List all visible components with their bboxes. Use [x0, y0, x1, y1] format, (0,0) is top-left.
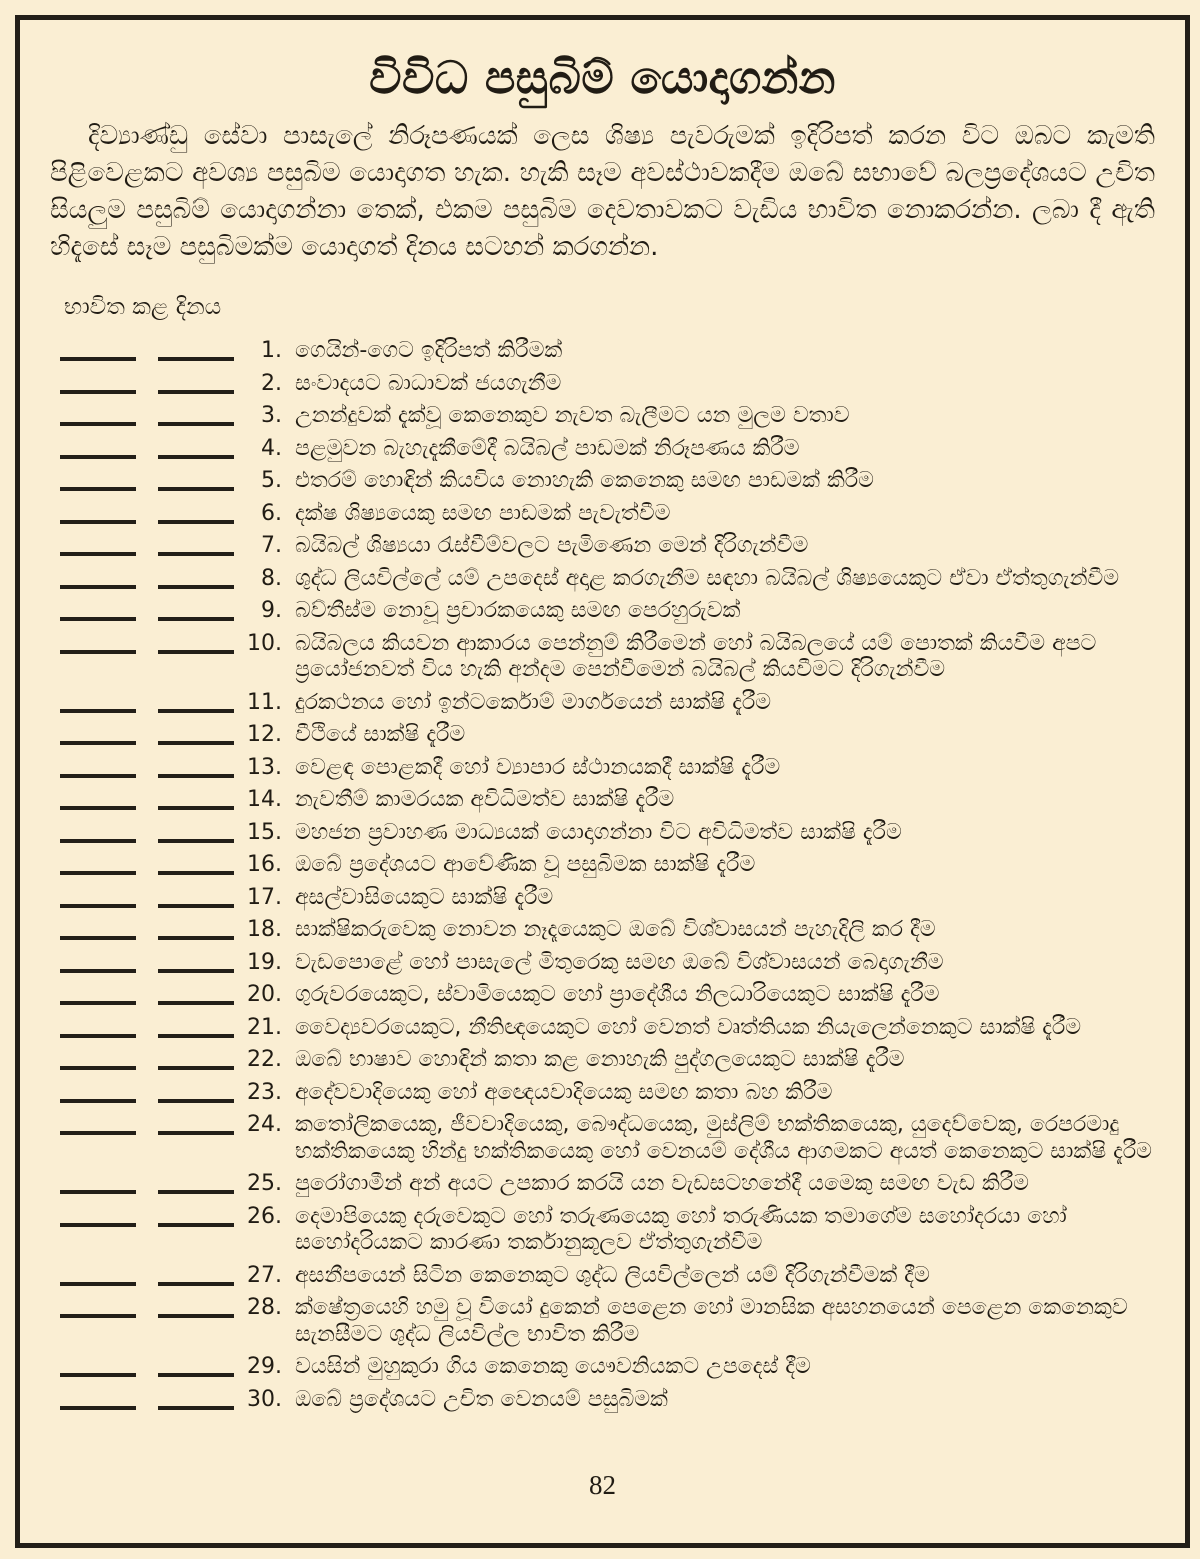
item-text: සංවාදයට බාධාවක් ජයගැනීම	[295, 370, 562, 396]
date-blank-line	[158, 1171, 234, 1194]
list-item	[20, 598, 1185, 625]
item-text: පළමුවන බැහැදැකීමේදී බයිබල් පාඩමක් නිරූපණය කිරීම	[295, 435, 800, 461]
item-number: 28.	[247, 1295, 282, 1320]
item-text: ඔබේ භාෂාව හොඳින් කතා කළ නොහැකි පුද්ගලයෙකුට සාක්ෂි දැරීම	[295, 1047, 905, 1072]
item-text: පුරෝගාමීන් අන් අයට උපකාර කරයි යන වැඩසටහනේදී යමෙකු සමඟ වැඩ කිරීම	[295, 1171, 1029, 1196]
item-text: නැවතීම් කාමරයක අවිධිමත්ව සාක්ෂි දැරීම	[295, 787, 675, 812]
date-blank-group	[60, 1354, 234, 1377]
date-blank-line	[60, 885, 136, 908]
date-blank-line	[158, 950, 234, 973]
date-blank-line	[158, 852, 234, 875]
date-blank-line	[158, 787, 234, 810]
date-blank-group	[60, 982, 234, 1005]
list-item	[20, 1047, 1185, 1074]
date-blank-line	[158, 1204, 234, 1227]
list-item	[20, 1263, 1185, 1290]
item-number: 14.	[247, 787, 282, 812]
list-item	[20, 566, 1185, 593]
item-text: එතරම් හොඳින් කියවිය නොහැකි කෙනෙකු සමඟ පාඩමක් කිරීම	[295, 468, 874, 493]
date-blank-group	[60, 690, 234, 713]
date-blank-group	[60, 468, 234, 491]
date-blank-group	[60, 1047, 234, 1070]
date-blank-line	[60, 820, 136, 843]
item-number: 24.	[247, 1112, 282, 1137]
list-item	[20, 690, 1185, 717]
date-blank-line	[158, 820, 234, 843]
list-item	[20, 755, 1185, 782]
date-blank-line	[158, 566, 234, 589]
item-number: 15.	[247, 819, 282, 845]
date-blank-line	[158, 1080, 234, 1103]
date-used-header: භාවිත කළ දිනය	[64, 294, 222, 320]
date-blank-line	[60, 403, 136, 426]
date-blank-line	[158, 533, 234, 556]
item-number: 16.	[247, 852, 282, 877]
list-item	[20, 371, 1185, 398]
date-blank-line	[158, 690, 234, 713]
date-blank-line	[60, 755, 136, 778]
item-text: දුරකථනය හෝ ඉන්ටර්කොම් මාර්ගයෙන් සාක්ෂි දැරීම	[295, 689, 772, 715]
item-text: මහජන ප්‍රවාහණ මාධ්‍යයක් යොදාගන්නා විට අවිධිමත්ව සාක්ෂි දැරීම	[295, 819, 902, 845]
item-number: 21.	[247, 1014, 282, 1040]
list-item	[20, 787, 1185, 814]
item-number: 4.	[261, 435, 282, 461]
date-blank-group	[60, 1263, 234, 1286]
date-blank-group	[60, 403, 234, 426]
item-text: වීථියේ සාක්ෂි දැරීම	[295, 722, 466, 747]
date-blank-line	[158, 885, 234, 908]
settings-list	[20, 338, 1185, 1413]
date-blank-line	[158, 403, 234, 426]
date-blank-line	[60, 690, 136, 713]
item-number: 29.	[247, 1354, 282, 1379]
item-number: 7.	[261, 533, 282, 558]
item-text: බයිබලය කියවන ආකාරය පෙන්නුම් කිරීමෙන් හෝ බයිබලයේ යම් පොතක් කියවීම අපට ප්‍රයෝජනවත් විය හැකි අන්දම පෙන්වීමෙන් බයිබල් කියවීමට දිරිගැන්වීම	[295, 630, 1097, 682]
date-blank-line	[158, 468, 234, 491]
list-item	[20, 1112, 1185, 1165]
date-blank-line	[60, 501, 136, 524]
item-number: 5.	[261, 468, 282, 493]
date-blank-line	[60, 436, 136, 459]
date-blank-group	[60, 755, 234, 778]
date-blank-group	[60, 533, 234, 556]
list-item	[20, 533, 1185, 560]
date-blank-line	[158, 501, 234, 524]
date-blank-line	[158, 1295, 234, 1318]
list-item	[20, 1387, 1185, 1414]
item-number: 1.	[261, 338, 282, 363]
list-item	[20, 436, 1185, 463]
date-blank-group	[60, 1015, 234, 1038]
date-blank-line	[60, 1171, 136, 1194]
date-blank-line	[158, 338, 234, 361]
date-blank-line	[60, 1263, 136, 1286]
date-blank-line	[60, 982, 136, 1005]
item-number: 19.	[247, 949, 282, 975]
item-text: වෛද්‍යවරයෙකුට, නීතිඥයෙකුට හෝ වෙනත් වෘත්තියක නියැලෙන්නෙකුට සාක්ෂි දැරීම	[295, 1014, 1082, 1040]
date-blank-group	[60, 371, 234, 394]
item-text: වැඩපොළේ හෝ පාසැලේ මිතුරෙකු සමඟ ඔබේ විශ්වාසයන් බෙදාගැනීම	[295, 949, 944, 975]
item-number: 20.	[247, 982, 282, 1007]
item-text: ගුරුවරයෙකුට, ස්වාමියෙකුට හෝ ප්‍රාදේශීය නිලධාරියෙකුට සාක්ෂි දැරීම	[295, 982, 940, 1007]
date-blank-line	[60, 1354, 136, 1377]
date-blank-group	[60, 338, 234, 361]
list-item	[20, 1204, 1185, 1257]
date-blank-group	[60, 1387, 234, 1410]
date-blank-line	[60, 722, 136, 745]
date-blank-group	[60, 1112, 234, 1135]
date-blank-group	[60, 1171, 234, 1194]
date-blank-group	[60, 566, 234, 589]
item-text: වයසින් මුහුකුරා ගිය කෙනෙකු යෞවනියකට උපදෙස් දීම	[295, 1354, 811, 1379]
date-blank-line	[60, 1112, 136, 1135]
date-blank-line	[60, 631, 136, 654]
date-blank-group	[60, 885, 234, 908]
item-number: 25.	[247, 1171, 282, 1196]
date-blank-group	[60, 1295, 234, 1318]
page-border	[15, 15, 1190, 1548]
date-blank-line	[60, 950, 136, 973]
date-blank-line	[60, 852, 136, 875]
item-number: 3.	[261, 403, 282, 428]
item-text: දක්ෂ ශිෂ්‍යයෙකු සමඟ පාඩමක් පැවැත්වීම	[295, 500, 671, 526]
date-blank-group	[60, 852, 234, 875]
list-item	[20, 631, 1185, 684]
item-number: 11.	[247, 689, 282, 715]
item-text: දෙමාපියෙකු දරුවෙකුට හෝ තරුණයෙකු හෝ තරුණියක තමාගේම සහෝදරයා හෝ සහෝදරියකට කාරණා තර්කානුකූලව ඒත්තුගැන්වීම	[295, 1203, 1067, 1255]
date-blank-line	[60, 1015, 136, 1038]
item-number: 8.	[261, 565, 282, 591]
date-blank-line	[60, 598, 136, 621]
item-number: 22.	[247, 1047, 282, 1072]
list-item	[20, 403, 1185, 430]
date-blank-group	[60, 598, 234, 621]
list-item	[20, 917, 1185, 944]
item-number: 13.	[247, 754, 282, 780]
date-blank-group	[60, 501, 234, 524]
date-blank-line	[60, 1080, 136, 1103]
list-item	[20, 1015, 1185, 1042]
date-blank-line	[60, 566, 136, 589]
list-item	[20, 338, 1185, 365]
item-text: ඔබේ ප්‍රදේශයට ආවේණික වූ පසුබිමක සාක්ෂි දැරීම	[295, 852, 756, 877]
date-blank-line	[158, 1263, 234, 1286]
list-item	[20, 1080, 1185, 1107]
date-blank-line	[60, 533, 136, 556]
item-number: 12.	[247, 722, 282, 747]
item-number: 2.	[261, 370, 282, 396]
item-text: බයිබල් ශිෂ්‍යයා රැස්වීම්වලට පැමිණෙන මෙන් දිරිගැන්වීම	[295, 533, 809, 558]
list-item	[20, 1295, 1185, 1348]
date-blank-group	[60, 631, 234, 654]
date-blank-line	[158, 917, 234, 940]
item-number: 9.	[261, 598, 282, 623]
list-item	[20, 722, 1185, 749]
date-blank-group	[60, 787, 234, 810]
item-text: වෙළඳ පොළකදී හෝ ව්‍යාපාර ස්ථානයකදී සාක්ෂි දැරීම	[295, 754, 781, 780]
date-blank-line	[158, 722, 234, 745]
date-blank-line	[60, 1204, 136, 1227]
page-number: 82	[589, 1470, 616, 1500]
item-text: ඔබේ ප්‍රදේශයට උචිත වෙනයම් පසුබිමක්	[295, 1386, 668, 1412]
item-number: 6.	[261, 500, 282, 526]
list-item	[20, 982, 1185, 1009]
date-blank-line	[60, 371, 136, 394]
date-blank-group	[60, 1204, 234, 1227]
item-number: 30.	[247, 1386, 282, 1412]
date-blank-group	[60, 436, 234, 459]
item-text: සාක්ෂිකරුවෙකු නොවන නෑදෑයෙකුට ඔබේ විශ්වාසයන් පැහැදිලි කර දීම	[295, 917, 936, 942]
item-number: 27.	[247, 1262, 282, 1288]
list-item	[20, 852, 1185, 879]
date-blank-line	[60, 338, 136, 361]
date-blank-line	[158, 982, 234, 1005]
date-blank-group	[60, 722, 234, 745]
date-blank-line	[60, 1387, 136, 1410]
item-text: ශුද්ධ ලියවිල්ලේ යම් උපදෙස් අදාළ කරගැනීම සඳහා බයිබල් ශිෂ්‍යයෙකුට ඒවා ඒත්තුගැන්වීම	[295, 565, 1120, 591]
item-number: 26.	[247, 1203, 282, 1229]
list-item	[20, 501, 1185, 528]
list-item	[20, 468, 1185, 495]
date-blank-line	[158, 371, 234, 394]
date-blank-line	[60, 917, 136, 940]
item-text: කතෝලිකයෙකු, ජීවවාදියෙකු, බෞද්ධයෙකු, මුස්ලිම් භක්තිකයෙකු, යුදෙව්වෙකු, රෙපරමාදු භක්තිකයෙකු හින්දු භක්තිකයෙකු හෝ වෙනයම් දේශීය ආගමකට අයත් කෙනෙකුට සාක්ෂි දැරීම	[295, 1112, 1152, 1164]
item-text: ක්ෂේත්‍රයෙහි හමු වූ වියෝ දුකෙන් පෙළෙන හෝ මානසික අසහනයෙන් පෙළෙන කෙනෙකුව සැනසීමට ශුද්ධ ලියවිල්ල භාවිත කිරීම	[295, 1295, 1128, 1347]
date-blank-line	[60, 1047, 136, 1070]
date-blank-group	[60, 820, 234, 843]
date-blank-line	[60, 1295, 136, 1318]
item-number: 10.	[247, 630, 282, 656]
date-blank-line	[158, 436, 234, 459]
date-blank-line	[60, 468, 136, 491]
page-title: විවිධ පසුබිම් යොදාගන්න	[369, 51, 836, 104]
date-blank-line	[158, 598, 234, 621]
date-blank-line	[158, 1015, 234, 1038]
list-item	[20, 1354, 1185, 1381]
list-item	[20, 1171, 1185, 1198]
list-item	[20, 820, 1185, 847]
item-text: අදේවවාදියෙකු හෝ අඥෙයවාදියෙකු සමඟ කතා බහ කිරීම	[295, 1079, 833, 1105]
date-blank-group	[60, 1080, 234, 1103]
item-text: ගෙයින්-ගෙට ඉදිරිපත් කිරීමක්	[295, 338, 563, 363]
list-item	[20, 885, 1185, 912]
date-blank-group	[60, 917, 234, 940]
item-number: 23.	[247, 1079, 282, 1105]
item-text: අසනීපයෙන් සිටින කෙනෙකුට ශුද්ධ ලියවිල්ලෙන් යම් දිරිගැන්වීමක් දීම	[295, 1262, 930, 1288]
date-blank-line	[158, 1354, 234, 1377]
list-item	[20, 950, 1185, 977]
date-blank-line	[60, 787, 136, 810]
date-blank-line	[158, 1112, 234, 1135]
item-number: 18.	[247, 917, 282, 942]
date-blank-line	[158, 1387, 234, 1410]
intro-paragraph: දිව්‍යාණ්ඩු සේවා පාසැලේ නිරූපණයක් ලෙස ශිෂ්‍ය පැවරුමක් ඉදිරිපත් කරන විට ඔබට කැමති පිළිවෙළකට අවශ්‍ය පසුබිම යොදාගත හැක. හැකි සෑම අවස්ථාවකදීම ඔබේ සභාවේ බලප්‍රදේශයට උචිත සියලුම පසුබිම් යොදාගන්නා තෙක්, එකම පසුබිම දෙවතාවකට වැඩිය භාවිත නොකරන්න. ලබා දී ඇති හිදැසේ සෑම පසුබිමක්ම යොදාගත් දිනය සටහන් කරගන්න.	[50, 121, 1155, 262]
item-text: බව්තීස්ම නොවූ ප්‍රචාරකයෙකු සමඟ පෙරහුරුවක්	[295, 598, 741, 623]
date-blank-line	[158, 631, 234, 654]
item-text: උනන්දුවක් දැක්වූ කෙනෙකුව නැවත බැලීමට යන මුලම වතාව	[295, 403, 850, 428]
date-blank-group	[60, 950, 234, 973]
date-blank-line	[158, 1047, 234, 1070]
item-number: 17.	[247, 884, 282, 910]
item-text: අසල්වාසියෙකුට සාක්ෂි දැරීම	[295, 884, 554, 910]
date-blank-line	[158, 755, 234, 778]
